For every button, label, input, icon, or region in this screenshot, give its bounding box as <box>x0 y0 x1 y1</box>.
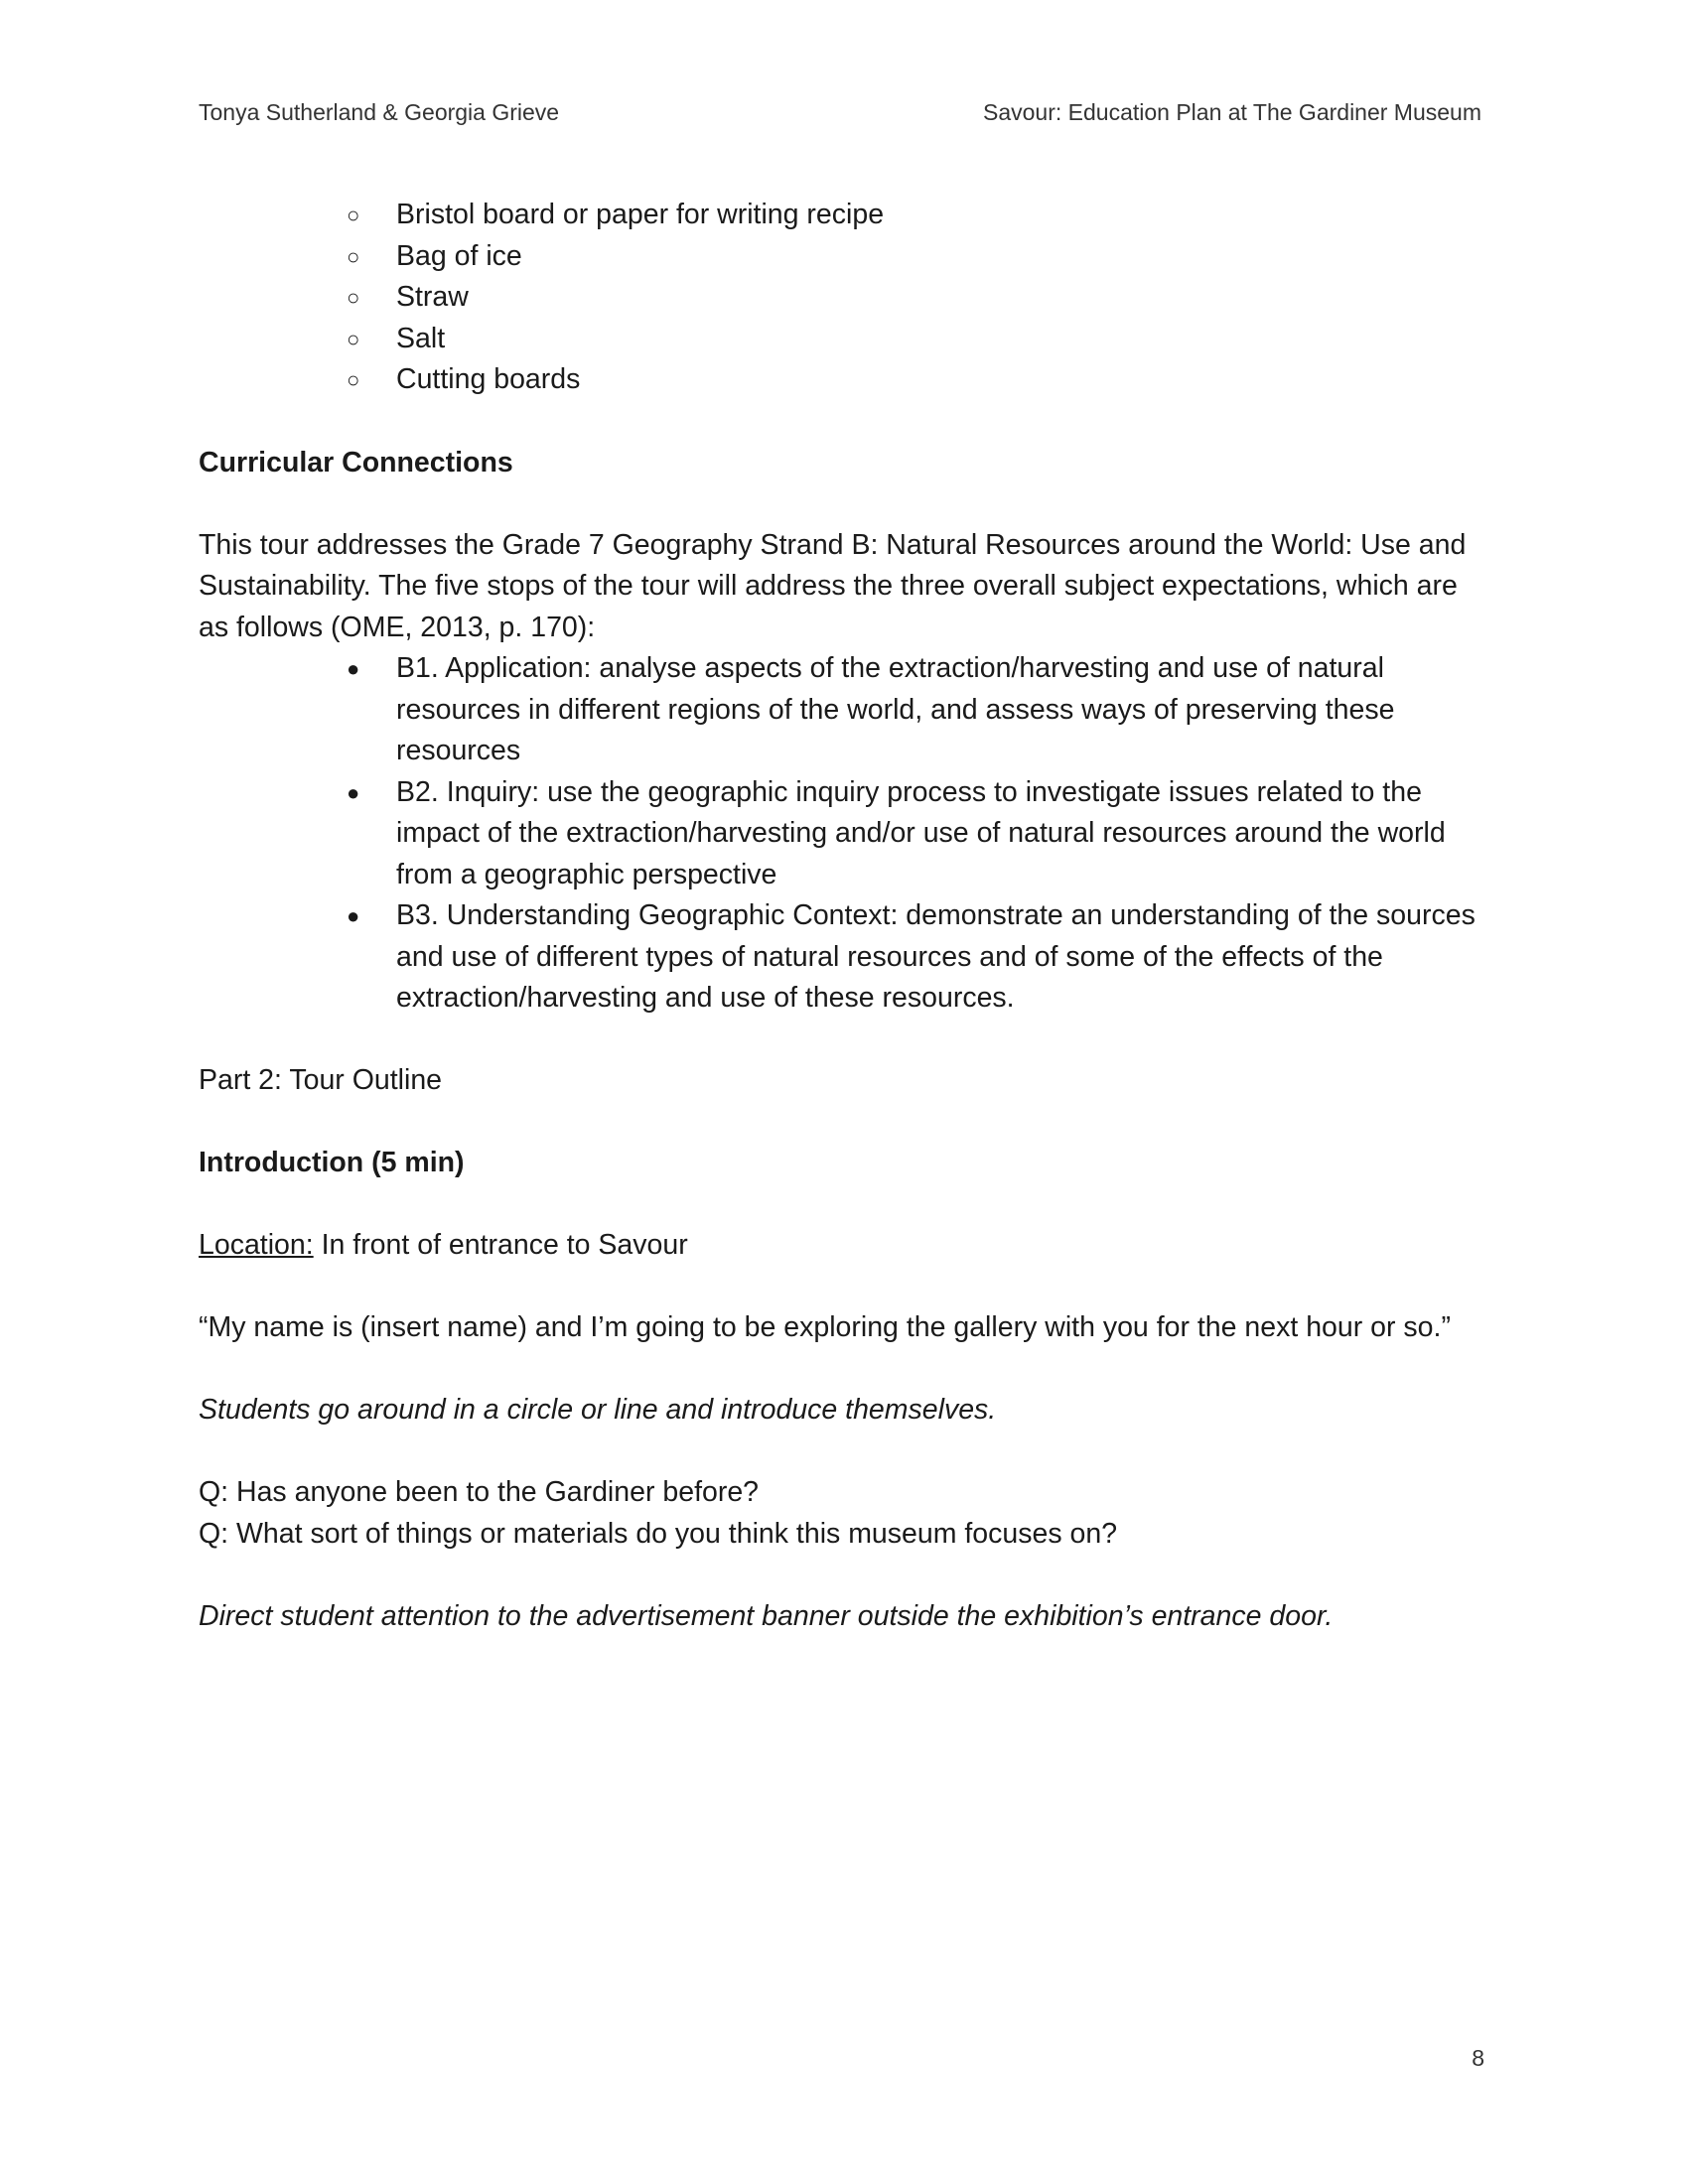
location-text: In front of entrance to Savour <box>313 1229 688 1261</box>
materials-list <box>199 195 1484 401</box>
curricular-intro: This tour addresses the Grade 7 Geography Strand B: Natural Resources around the World: Use and Sustainability. The five stops of the tour will address the three overall subject expectations, which are as follows (OME, 2013, p. 170): <box>199 528 1467 643</box>
list-item: ● B3. Understanding Geographic Context: demonstrate an understanding of the sources and use of different types of natural resources and of some of the effects of the extraction/harvesting and use of these resources. <box>396 895 1484 1020</box>
page-content <box>199 195 1484 1637</box>
list-item: ● B2. Inquiry: use the geographic inquiry process to investigate issues related to the impact of the extraction/harvesting and/or use of natural resources around the world from a geographic perspective <box>396 772 1484 896</box>
part2-title: Part 2: Tour Outline <box>199 1064 443 1096</box>
instruction-banner: Direct student attention to the advertisement banner outside the exhibition’s entrance door. <box>199 1599 1334 1632</box>
list-item: ● B1. Application: analyse aspects of the extraction/harvesting and use of natural resources in different regions of the world, and assess ways of preserving these resources <box>396 648 1484 772</box>
location-label: Location: <box>199 1229 314 1261</box>
question-1: Q: Has anyone been to the Gardiner before? <box>199 1476 760 1508</box>
header-title: Savour: Education Plan at The Gardiner Museum <box>982 99 1481 125</box>
intro-quote: “My name is (insert name) and I’m going to be exploring the gallery with you for the next hour or so.” <box>199 1311 1451 1343</box>
list-item: ○ Cutting boards <box>396 359 1484 401</box>
question-2: Q: What sort of things or materials do you think this museum focuses on? <box>199 1517 1118 1550</box>
list-item: ○ Bag of ice <box>396 236 1484 278</box>
introduction-heading: Introduction (5 min) <box>199 1147 465 1178</box>
instruction-introduce: Students go around in a circle or line and introduce themselves. <box>199 1394 997 1426</box>
list-item: ○ Straw <box>396 277 1484 319</box>
curricular-heading: Curricular Connections <box>199 446 513 478</box>
list-item: ○ Bristol board or paper for writing recipe <box>396 195 1484 236</box>
header-authors: Tonya Sutherland & Georgia Grieve <box>199 99 560 125</box>
page-number: 8 <box>1472 2045 1484 2071</box>
location-line <box>199 1225 1484 1267</box>
list-item: ○ Salt <box>396 319 1484 360</box>
expectations-list <box>199 648 1484 1020</box>
